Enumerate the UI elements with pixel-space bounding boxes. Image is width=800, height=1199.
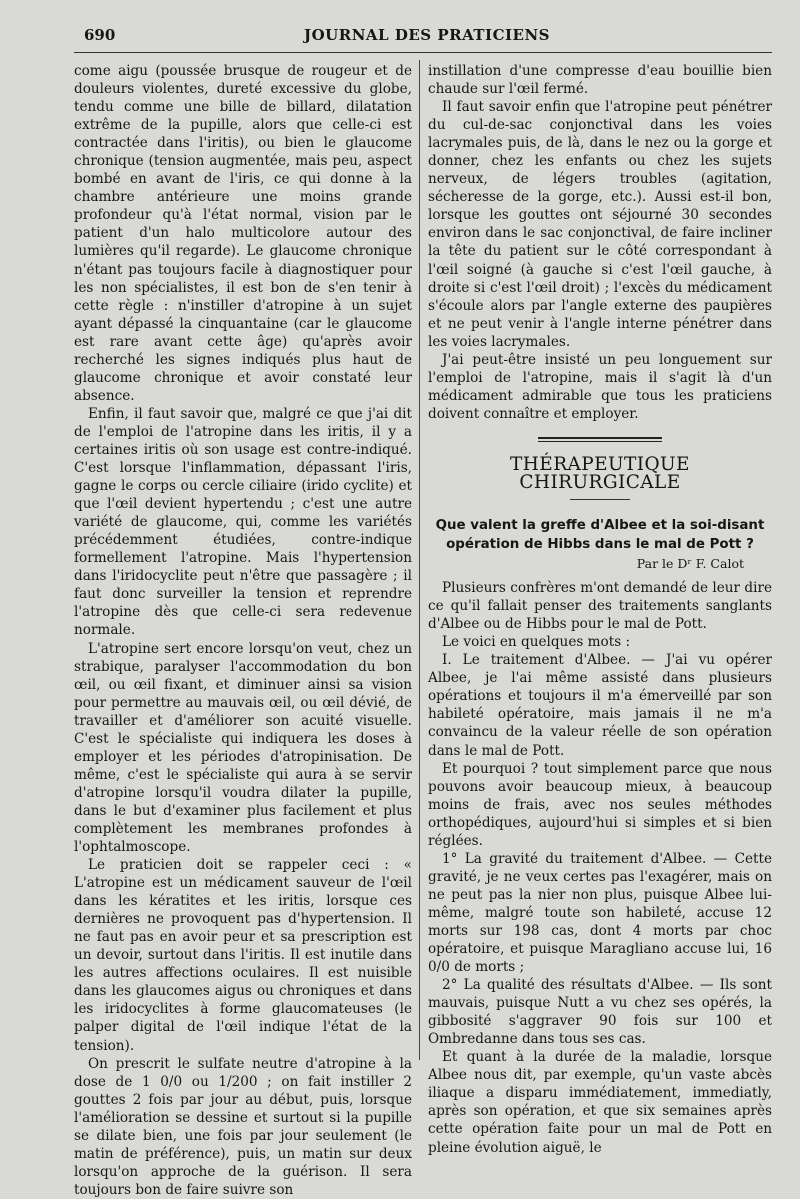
page-number: 690 [84,26,116,44]
article-title: Que valent la greffe d'Albee et la soi-disant opération de Hibbs dans le mal de Pott ? [435,518,765,553]
running-title: JOURNAL DES PRATICIENS [304,26,550,44]
left-column [74,62,412,1199]
paragraph: Enfin, il faut savoir que, malgré ce que j'ai dit de l'emploi de l'atropine dans les iritis, il y a certaines iritis où son usage est contre-indiqué. C'est lorsque l'inflammation, dépassant l'iris, gagne le corps ou cercle ciliaire (irido cyclite) et que l'œil devient hypertendu ; c'est une autre variété de glaucome, qui, comme les variétés précédemment étudiées, contre-indique formellement l'atropine. Mais l'hypertension dans l'iridocyclite peut n'être que passagère ; il faut donc surveiller la tension et reprendre l'atropine dès que celle-ci sera redevenue normale. [74,405,412,639]
byline: Par le Dʳ F. Calot [636,556,744,572]
paragraph: 1° La gravité du traitement d'Albee. — Cette gravité, je ne veux certes pas l'exagérer, mais on ne peut pas la nier non plus, puisque Albee lui-même, malgré toute son habileté, accuse 12 morts sur 198 cas, dont 4 morts par choc opératoire, et puisque Maragliano accuse lui, 16 0/0 de morts ; [428,850,772,976]
paragraph: Le voici en quelques mots : [442,634,631,651]
paragraph: come aigu (poussée brusque de rougeur et de douleurs violentes, dureté excessive du globe, tendu comme une bille de billard, dilatation extrême de la pupille, alors que celle-ci est contractée dans l'iritis), ou bien le glaucome chronique (tension augmentée, mais peu, aspect bombé en avant de l'iris, ce qui donne à la chambre antérieure une moins grande profondeur qu'à l'état normal, vision par le patient d'un halo multicolore autour des lumières qu'il regarde). Le glaucome chronique n'étant pas toujours facile à diagnostiquer pour les non spécialistes, il est bon de s'en tenir à cette règle : n'instiller d'atropine à un sujet ayant dépassé la cinquantaine (car le glaucome est rare avant cette âge) qu'après avoir recherché les signes indiqués plus haut de glaucome chronique et avoir constaté leur absence. [74,63,412,404]
paragraph: Il faut savoir enfin que l'atropine peut pénétrer du cul-de-sac conjonctival dans les voies lacrymales puis, de là, dans le nez ou la gorge et donner, chez les enfants ou chez les sujets nerveux, de légers troubles (agitation, sécheresse de la gorge, etc.). Aussi est-il bon, lorsque les gouttes ont séjourné 30 secondes environ dans le sac conjonctival, de faire incliner la tête du patient sur le côté correspondant à l'œil soigné (à gauche si c'est l'œil gauche, à droite si c'est l'œil droit) ; l'excès du médicament s'écoule alors par l'angle externe des paupières et ne peut venir à l'angle interne pénétrer dans les voies lacrymales. [428,99,772,350]
paragraph: Le praticien doit se rappeler ceci : « L'atropine est un médicament sauveur de l'œil dans les kératites et les iritis, lorsque ces dernières ne provoquent pas d'hypertension. Il ne faut pas en avoir peur et sa prescription est un devoir, surtout dans l'iritis. Il est inutile dans les autres affections oculaires. Il est nuisible dans les glaucomes aigus ou chroniques et dans les iridocyclites à forme glaucomateuses (le palper digital de l'œil indique l'état de la tension). [74,857,412,1054]
column-divider [419,60,420,1060]
paragraph: Et pourquoi ? tout simplement parce que nous pouvons avoir beaucoup mieux, à beaucoup moins de frais, avec nos seules méthodes orthopédiques, aujourd'hui si simples et si bien réglées. [428,760,772,849]
paragraph: 2° La qualité des résultats d'Albee. — Ils sont mauvais, puisque Nutt a vu chez ses opérés, la gibbosité s'aggraver 90 fois sur 100 et Ombredanne dans tous ses cas. [428,977,772,1048]
section-separator [538,437,662,442]
paragraph: J'ai peut-être insisté un peu longuement sur l'emploi de l'atropine, mais il s'agit là d'un médicament admirable que tous les praticiens doivent connaître et employer. [428,351,772,422]
paragraph: Plusieurs confrères m'ont demandé de leur dire ce qu'il fallait penser des traitements sanglants d'Albee ou de Hibbs pour le mal de Pott. [428,580,772,633]
right-column [428,62,772,1157]
title-underline [570,499,630,500]
paragraph: L'atropine sert encore lorsqu'on veut, chez un strabique, paralyser l'accommodation du bon œil, ou œil fixant, et diminuer ainsi sa vision pour permettre au mauvais œil, ou œil dévié, de travailler et d'améliorer son acuité visuelle. C'est le spécialiste qui indiquera les doses à employer et les périodes d'atropinisation. De même, c'est le spécialiste qui aura à se servir d'atropine lorsqu'il voudra dilater la pupille, dans le but d'examiner plus facilement et plus complètement les membranes profondes à l'ophtalmoscope. [74,640,412,856]
page-header [84,26,770,48]
header-rule [74,52,772,53]
paragraph: instillation d'une compresse d'eau bouillie bien chaude sur l'œil fermé. [428,63,772,98]
paragraph: I. Le traitement d'Albee. — J'ai vu opérer Albee, je l'ai même assisté dans plusieurs opérations et toujours il m'a émerveillé par son habileté opératoire, mais jamais il ne m'a convaincu de la valeur réelle de son opération dans le mal de Pott. [428,652,772,759]
section-title: THÉRAPEUTIQUE CHIRURGICALE [510,453,690,493]
paragraph: On prescrit le sulfate neutre d'atropine à la dose de 1 0/0 ou 1/200 ; on fait instiller 2 gouttes 2 fois par jour au début, puis, lorsque l'amélioration se dessine et surtout si la pupille se dilate bien, une fois par jour seulement (le matin de préférence), puis, un matin sur deux lorsqu'on approche de la guérison. Il sera toujours bon de faire suivre son [74,1055,412,1198]
paragraph: Et quant à la durée de la maladie, lorsque Albee nous dit, par exemple, qu'un vaste abcès iliaque a disparu immédiatement, immediatly, après son opération, et que six semaines après cette opération faite pour un mal de Pott en pleine évolution aiguë, le [428,1049,772,1156]
